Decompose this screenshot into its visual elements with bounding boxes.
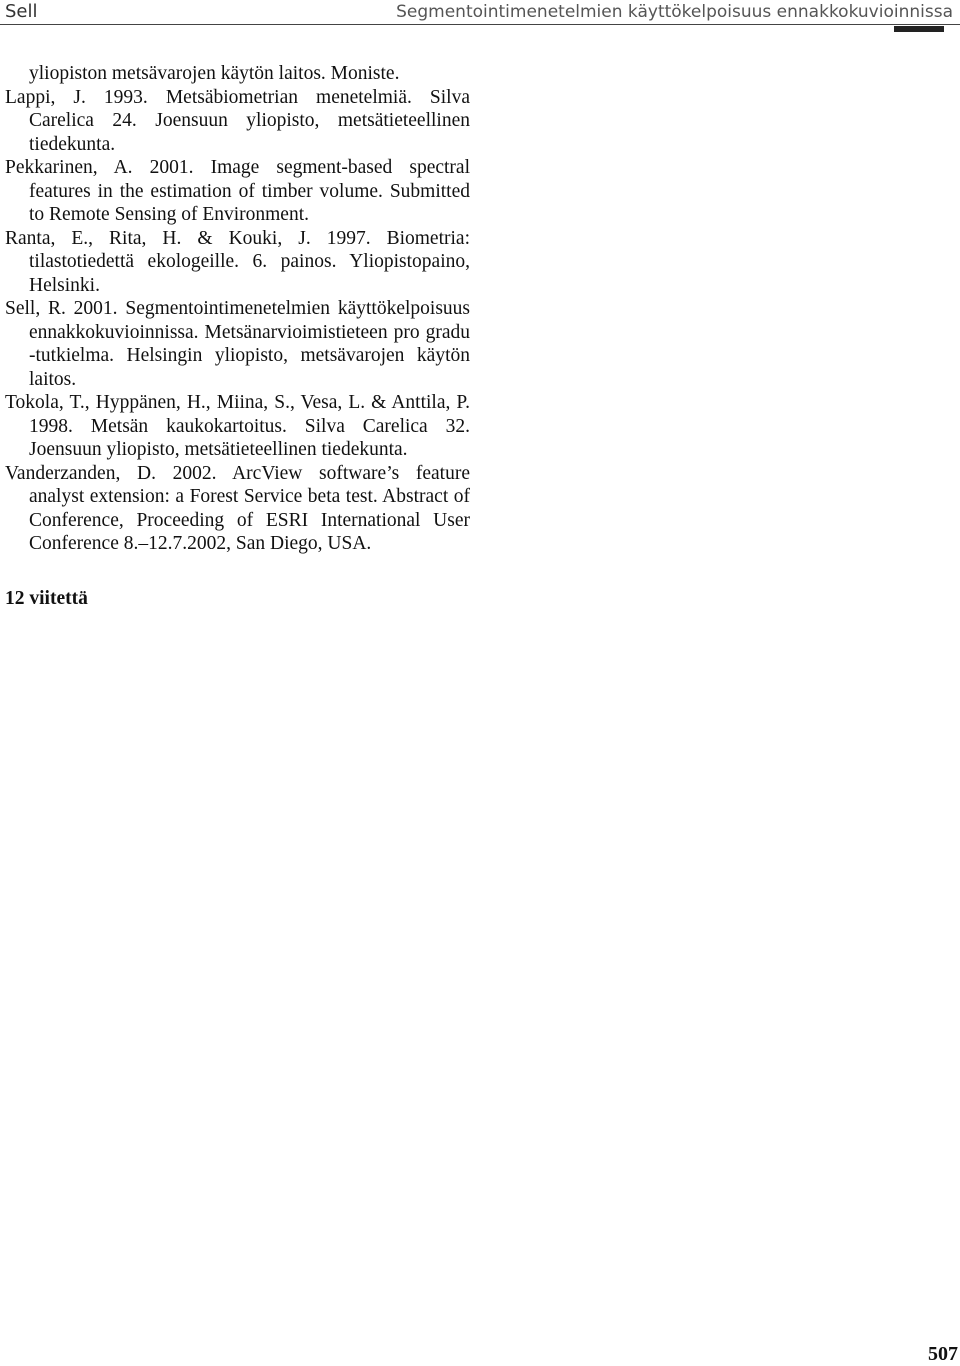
running-header	[0, 0, 960, 24]
reference-item: Lappi, J. 1993. Metsäbiometrian menetelmiä. Silva Carelica 24. Joensuun yliopisto, metsätieteellinen tiedekunta.	[5, 86, 470, 155]
reference-item: yliopiston metsävarojen käytön laitos. Moniste.	[29, 63, 400, 84]
reference-item: Sell, R. 2001. Segmentointimenetelmien käyttökelpoisuus ennakkokuvioinnissa. Metsänarvioimistieteen pro gradu -tutkielma. Helsingin yliopisto, metsävarojen käytön laitos.	[5, 298, 470, 390]
reference-item: Vanderzanden, D. 2002. ArcView software’s feature analyst extension: a Forest Service beta test. Abstract of Conference, Proceeding of ESRI International User Conference 8.–12.7.2002, San Diego, USA.	[5, 462, 470, 554]
header-author: Sell	[5, 1, 38, 22]
page-number: 507	[928, 1343, 958, 1365]
reference-list	[5, 62, 470, 556]
reference-item: Tokola, T., Hyppänen, H., Miina, S., Vesa, L. & Anttila, P. 1998. Metsän kaukokartoitus. Silva Carelica 32. Joensuun yliopisto, metsätieteellinen tiedekunta.	[5, 392, 470, 460]
reference-count: 12 viitettä	[5, 588, 88, 609]
header-article-title: Segmentointimenetelmien käyttökelpoisuus ennakkokuvioinnissa	[396, 2, 953, 22]
reference-item: Ranta, E., Rita, H. & Kouki, J. 1997. Biometria: tilastotiedettä ekologeille. 6. painos. Yliopistopaino, Helsinki.	[5, 227, 470, 296]
reference-item: Pekkarinen, A. 2001. Image segment-based spectral features in the estimation of timber volume. Submitted to Remote Sensing of Environment.	[5, 157, 470, 225]
header-bar	[894, 26, 944, 32]
header-rule	[0, 24, 960, 25]
